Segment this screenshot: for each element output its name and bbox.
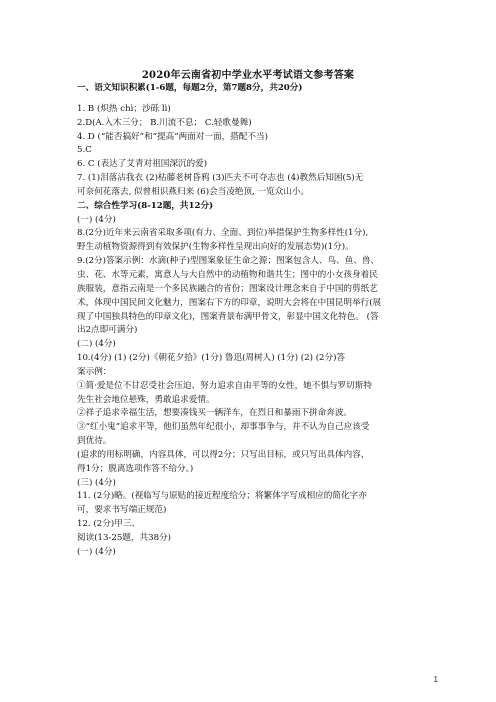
text-line: 11. (2分)略。(视临写与原贴的接近程度给分；将繁体字写成相应的简化字亦	[77, 491, 367, 502]
section-heading: 二、综合性学习(8-12题，共12分)	[77, 200, 214, 211]
answer-body	[77, 82, 429, 560]
text-line: ①简·爱是位不甘忍受社会压迫、努力追求自由平等的女性，她不惧与罗切斯特	[77, 380, 372, 391]
text-line: 10.(4分) (1) (2分)《朝花夕拾》(1分) 鲁迅(周树人) (1分) (2) (2分)答	[77, 353, 346, 364]
text-line: (一) (4分)	[77, 214, 116, 225]
text-line: 得1分；脱离选项作答不给分。)	[77, 463, 194, 474]
text-line: ③“红小鬼”追求平等，他们虽然年纪很小，却事事争与，并不认为自己应该受	[77, 422, 370, 433]
text-line: 野生动植物资源得到有效保护(生物多样性呈现出向好的发展态势)(1分)。	[77, 242, 354, 253]
document-title: 2020年云南省初中学业水平考试语文参考答案	[141, 70, 355, 81]
text-line: 2.D(A.入木三分； B.川流不息； C.轻歌曼舞)	[77, 117, 252, 128]
text-line: 可，要求书写端正规范)	[77, 505, 167, 516]
text-line: (三) (4分)	[77, 477, 116, 488]
text-line: 虫、花、水等元素，寓意人与大自然中的动植物和谐共生；图中的小女孩身着民	[77, 269, 378, 280]
text-line: (追求的用标明确，内容具体，可以得2分；只写出目标，或只写出具体内容，	[77, 449, 370, 460]
text-line: 9.(2分)答案示例：水滴(种子)型图案象征生命之源；图案包含人、鸟、鱼、兽、	[77, 256, 380, 267]
text-line: (二) (4分)	[77, 339, 116, 350]
text-line: 8.(2分)近年来云南省采取多项(有力、全面、到位)举措保护生物多样性(1分),	[77, 228, 369, 239]
text-line: 5.C	[77, 145, 92, 156]
page-number: 1	[433, 675, 438, 684]
text-line: 阅读(13-25题，共38分)	[77, 533, 171, 543]
text-line: 现了中国独具特色的印章文化)，图案背景布满甲骨文，彰显中国文化特色。 (答	[77, 311, 379, 322]
text-line: 案示例：	[77, 366, 112, 377]
text-line: ②祥子追求幸福生活，想要凑钱买一辆洋车，在烈日和暴雨下拼命奔波。	[77, 408, 353, 419]
text-line: 12. (2分)甲三、	[77, 519, 140, 530]
text-line: 族服装，意指云南是一个多民族融合的省份；图案设计理念来自于中国的剪纸艺	[77, 283, 378, 294]
text-line: 出2点即可满分)	[77, 325, 138, 336]
text-line: 6. C (表达了艾青对祖国深沉的爱)	[77, 159, 208, 170]
text-line: 先生社会地位悬殊，勇敢追求爱情。	[77, 394, 215, 405]
text-line: 1. B (炽热 chì；沙砾 lì)	[77, 103, 171, 114]
section-heading: 一、语文知识积累(1-6题，每题2分，第7题8分，共20分)	[77, 83, 303, 93]
text-line: (一) (4分)	[77, 546, 116, 557]
text-line	[77, 96, 429, 103]
text-line: 到优待。	[77, 436, 112, 447]
text-line: 可奈何花落去, 似曾相识燕归来 (6)会当凌绝顶, 一览众山小。	[77, 186, 310, 197]
text-line: 7. (1)泪落沾我衣 (2)枯藤老树昏鸦 (3)匹夫不可夺志也 (4)教然后知困(5)无	[77, 173, 364, 184]
text-line: 术，体现中国民间文化魅力，图案右下方的印章，说明大会将在中国昆明举行(展	[77, 297, 382, 308]
text-line: 4. D (“能否搞好”和“提高”两面对一面，搭配不当)	[77, 131, 268, 142]
